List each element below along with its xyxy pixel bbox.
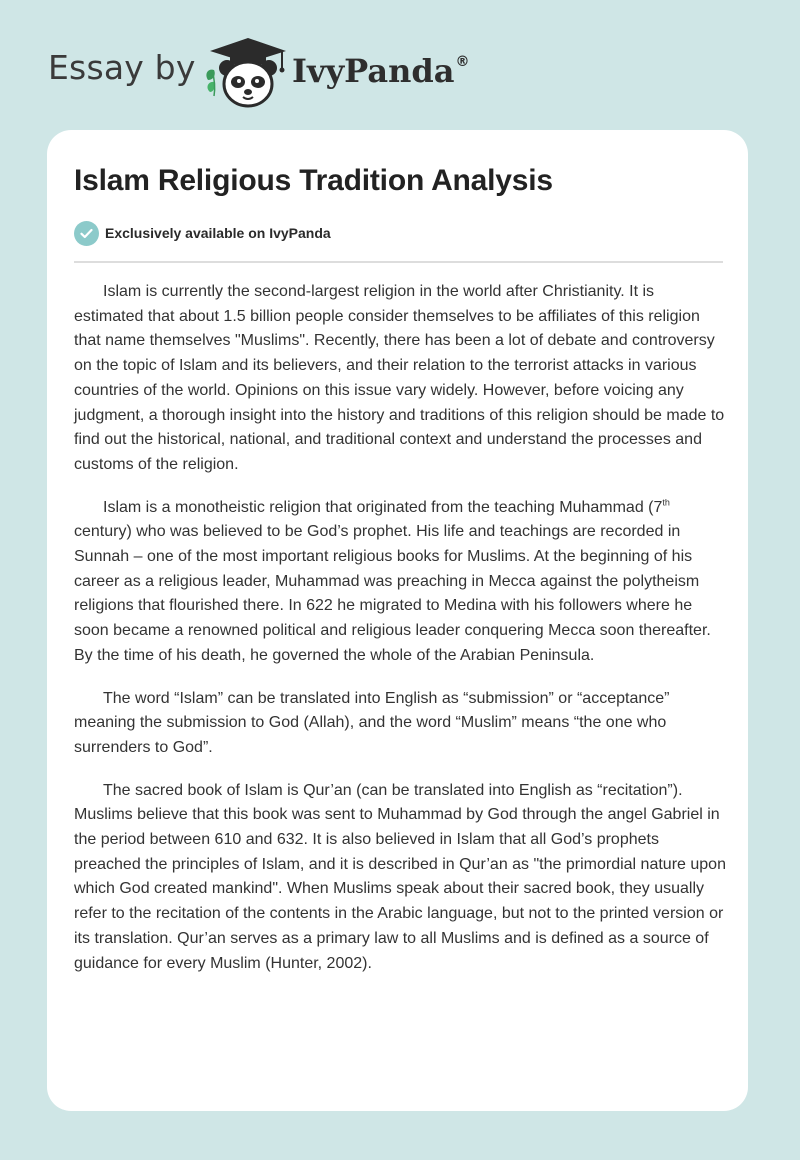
exclusive-badge xyxy=(74,220,331,246)
brand-name[interactable] xyxy=(292,52,469,90)
page-title: Islam Religious Tradition Analysis xyxy=(74,164,553,197)
exclusive-label: Exclusively available on IvyPanda xyxy=(105,225,331,241)
ivypanda-logo-icon[interactable] xyxy=(202,34,292,110)
essay-by-label: Essay by xyxy=(48,48,196,87)
paragraph: The word “Islam” can be translated into English as “submission” or “acceptance” meaning the submission to God (Allah), and the word “Muslim” means “the one who surrenders to God”. xyxy=(74,689,670,756)
brand-text: IvyPanda xyxy=(292,52,455,90)
paragraph: Islam is currently the second-largest religion in the world after Christianity. It is estimated that about 1.5 billion people consider themselves to be affiliates of this religion that name themselves "Muslims". Recently, there has been a lot of debate and controversy on the topic of Islam and its believers, and their relation to the terrorist attacks in various countries of the world. Opinions on this issue vary widely. However, before voicing any judgment, a thorough insight into the history and traditions of this religion should be made to find out the historical, national, and traditional context and understand the processes and customs of the religion. xyxy=(74,283,725,473)
essay-card xyxy=(47,130,748,1111)
superscript: th xyxy=(662,497,670,508)
divider xyxy=(74,261,723,263)
essay-body xyxy=(74,280,726,994)
registered-mark: ® xyxy=(455,54,470,70)
paragraph-text: century) who was believed to be God’s prophet. His life and teachings are recorded in Sunnah – one of the most important religious books for Muslims. At the beginning of his career as a religious leader, Muhammad was preaching in Mecca against the polytheism religions that flourished there. In 622 he migrated to Medina with his followers where he soon became a renowned political and religious leader conquering Mecca soon thereafter. By the time of his death, he governed the whole of the Arabian Peninsula. xyxy=(74,523,711,664)
site-header xyxy=(0,0,800,130)
paragraph: The sacred book of Islam is Qur’an (can be translated into English as “recitation”). Muslims believe that this book was sent to Muhammad by God through the angel Gabriel in the period between 610 and 632. It is also believed in Islam that all God’s prophets preached the principles of Islam, and it is described in Qur’an as "the primordial nature upon which God created mankind". When Muslims speak about their sacred book, they usually refer to the recitation of the contents in the Arabic language, but not to the printed version or its translation. Qur’an serves as a primary law to all Muslims and is defined as a source of guidance for every Muslim (Hunter, 2002). xyxy=(74,781,726,972)
checkmark-icon xyxy=(74,221,99,246)
paragraph-text: Islam is a monotheistic religion that originated from the teaching Muhammad (7 xyxy=(103,498,663,516)
ivy-leaf-icon xyxy=(207,82,214,92)
paragraph xyxy=(74,496,726,669)
